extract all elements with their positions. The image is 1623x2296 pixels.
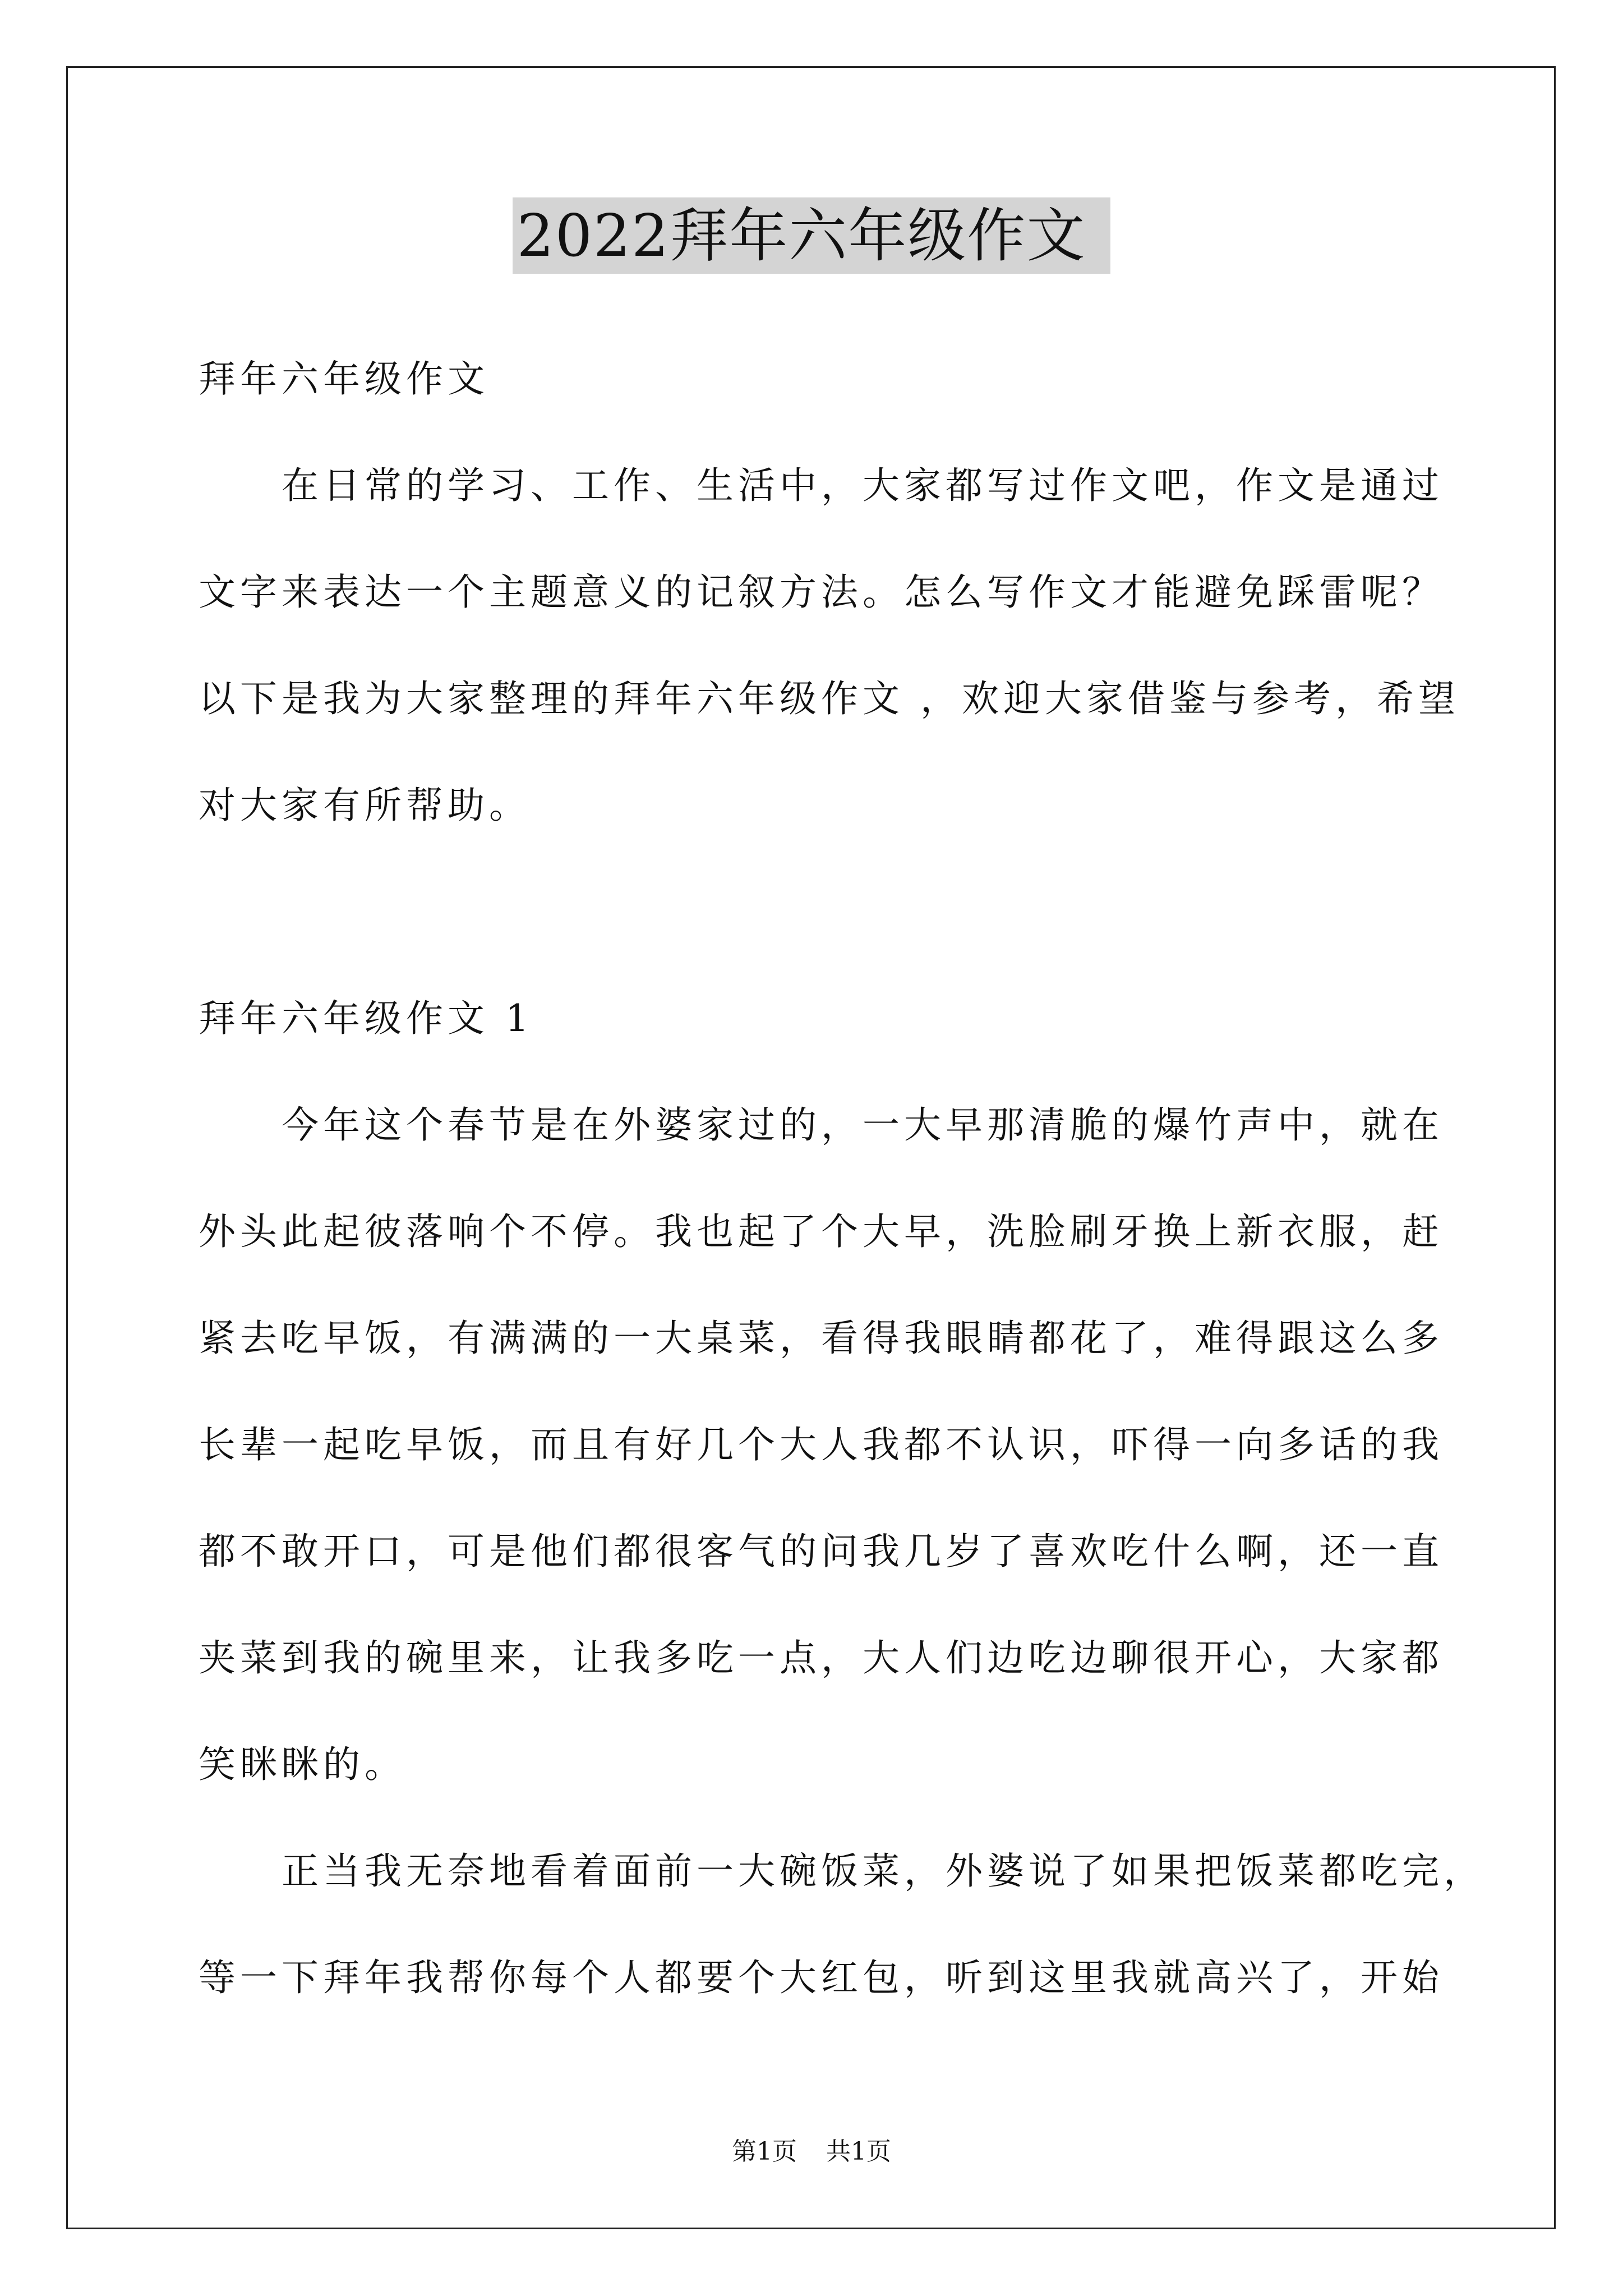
intro-line: 对大家有所帮助。 (199, 784, 531, 827)
paragraph-line: 紧去吃早饭，有满满的一大桌菜，看得我眼睛都花了，难得跟这么多 (199, 1317, 1444, 1360)
subtitle: 拜年六年级作文 (199, 357, 489, 401)
paragraph-line: 外头此起彼落响个不停。我也起了个大早，洗脸刷牙换上新衣服，赶 (199, 1210, 1444, 1253)
title-container (0, 197, 1623, 274)
page-number-total: 共1页 (826, 2137, 891, 2166)
paragraph-line: 都不敢开口，可是他们都很客气的问我几岁了喜欢吃什么啊，还一直 (199, 1530, 1444, 1573)
paragraph-line: 夹菜到我的碗里来，让我多吃一点，大人们边吃边聊很开心，大家都 (199, 1636, 1444, 1680)
intro-line: 文字来表达一个主题意义的记叙方法。怎么写作文才能避免踩雷呢？ (199, 570, 1444, 614)
page-number-current: 第1页 (732, 2137, 797, 2166)
section-heading: 拜年六年级作文 1 (199, 997, 533, 1040)
paragraph-line: 笑眯眯的。 (199, 1743, 406, 1786)
intro-line: 以下是我为大家整理的拜年六年级作文 ，欢迎大家借鉴与参考，希望 (199, 677, 1460, 720)
page-footer (0, 2136, 1623, 2168)
paragraph-line: 长辈一起吃早饭，而且有好几个大人我都不认识，吓得一向多话的我 (199, 1423, 1444, 1466)
paragraph-line: 等一下拜年我帮你每个人都要个大红包，听到这里我就高兴了，开始 (199, 1956, 1444, 1999)
intro-line: 在日常的学习、工作、生活中，大家都写过作文吧，作文是通过 (282, 464, 1444, 507)
paragraph-line: 今年这个春节是在外婆家过的，一大早那清脆的爆竹声中，就在 (282, 1103, 1444, 1147)
document-title: 2022拜年六年级作文 (513, 197, 1111, 274)
paragraph-line: 正当我无奈地看着面前一大碗饭菜，外婆说了如果把饭菜都吃完， (282, 1849, 1485, 1893)
